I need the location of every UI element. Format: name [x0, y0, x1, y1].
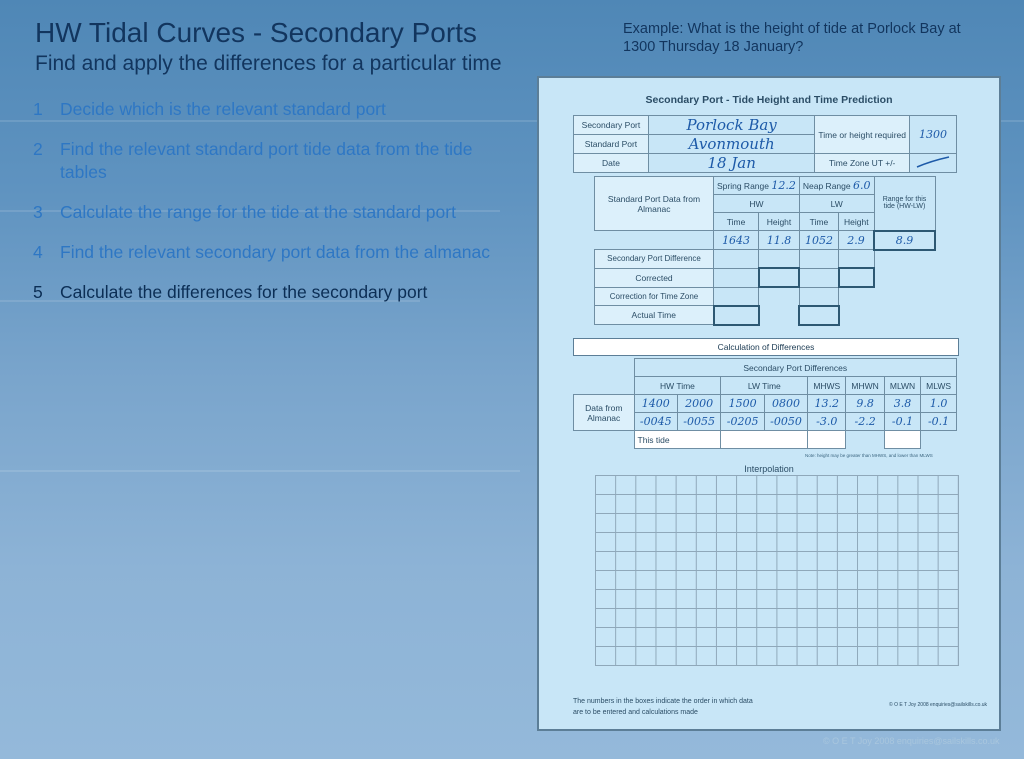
calculation-of-differences-bar: Calculation of Differences [573, 338, 959, 356]
diff-row2-cell: -2.2 [846, 413, 885, 431]
port-header-table [573, 115, 957, 173]
pen-stroke-icon [913, 155, 953, 169]
interpolation-label: Interpolation [744, 464, 794, 474]
diff-hw-time-heading: HW Time [634, 377, 721, 395]
lw-time-heading: Time [799, 213, 838, 231]
hw-time-value: 1643 [714, 231, 759, 250]
actual-time-label: Actual Time [595, 306, 714, 325]
mhws-heading: MHWS [808, 377, 846, 395]
standard-data-label: Standard Port Data from Almanac [595, 177, 714, 231]
example-question: Example: What is the height of tide at Porlock Bay at 1300 Thursday 18 January? [623, 21, 961, 55]
hw-time-heading: Time [714, 213, 759, 231]
standard-port-value: Avonmouth [648, 135, 815, 154]
diff-row2-cell: -0205 [721, 413, 764, 431]
almanac-data-label: Data from Almanac [574, 395, 635, 431]
neap-range-cell: Neap Range 6.0 [799, 177, 874, 195]
mlws-heading: MLWS [921, 377, 957, 395]
time-required-value: 1300 [910, 116, 957, 154]
differences-table [573, 358, 957, 449]
date-label: Date [574, 154, 649, 173]
step-5: 5 Calculate the differences for the secondary port [33, 282, 428, 302]
step-3: 3 Calculate the range for the tide at the standard port [33, 202, 456, 222]
range-value: 8.9 [874, 231, 935, 250]
secondary-port-label: Secondary Port [574, 116, 649, 135]
hw-height-value: 11.8 [759, 231, 800, 250]
timezone-value [910, 154, 957, 173]
mhwn-heading: MHWN [846, 377, 885, 395]
worksheet-footnote: The numbers in the boxes indicate the order in which data are to be entered and calculations made [573, 698, 753, 716]
interpolation-grid [595, 475, 959, 666]
spacer-cell [595, 231, 714, 250]
spring-range-value: 12.2 [771, 179, 796, 192]
step-1: 1 Decide which is the relevant standard port [33, 99, 386, 119]
hw-height-heading: Height [759, 213, 800, 231]
standard-port-label: Standard Port [574, 135, 649, 154]
range-label: Range for this tide (HW-LW) [874, 177, 935, 231]
worksheet-copyright: © O E T Joy 2008 enquiries@sailskills.co.uk [889, 702, 988, 708]
lw-time-value: 1052 [799, 231, 838, 250]
diff-row2-cell: -0045 [634, 413, 677, 431]
corrected-label: Corrected [595, 268, 714, 287]
slide-title: HW Tidal Curves - Secondary Ports [35, 17, 477, 48]
secondary-port-value: Porlock Bay [648, 116, 815, 135]
this-tide-label: This tide [634, 431, 721, 449]
date-value: 18 Jan [648, 154, 815, 173]
diff-row2-cell: -3.0 [808, 413, 846, 431]
secondary-diff-label: Secondary Port Difference [595, 250, 714, 269]
step-2: 2 Find the relevant standard port tide data from the tide tables [33, 139, 473, 182]
diff-row1-cell: 3.8 [884, 395, 920, 413]
timezone-label: Time Zone UT +/- [815, 154, 910, 173]
lw-heading: LW [799, 195, 874, 213]
slide-copyright: © O E T Joy 2008 enquiries@sailskills.co.uk [823, 736, 1000, 746]
this-tide-mhws-cell [808, 431, 846, 449]
differences-heading: Secondary Port Differences [634, 359, 957, 377]
this-tide-mlwn-cell [884, 431, 920, 449]
diff-row1-cell: 1500 [721, 395, 764, 413]
lw-height-heading: Height [839, 213, 874, 231]
diff-row1-cell: 0800 [764, 395, 807, 413]
diff-row1-cell: 1.0 [921, 395, 957, 413]
steps-list [33, 98, 523, 321]
slide-subtitle: Find and apply the differences for a particular time [35, 52, 502, 75]
diff-row2-cell: -0.1 [884, 413, 920, 431]
prediction-worksheet [537, 76, 1001, 731]
diff-row2-cell: -0055 [677, 413, 720, 431]
diff-row2-cell: -0050 [764, 413, 807, 431]
height-note: Note: height may be greater than MHWS, and lower than MLWS [805, 453, 933, 458]
step-4: 4 Find the relevant secondary port data from the almanac [33, 242, 490, 262]
diff-lw-time-heading: LW Time [721, 377, 808, 395]
spring-range-cell: Spring Range 12.2 [714, 177, 800, 195]
lw-height-value: 2.9 [839, 231, 874, 250]
diff-row1-cell: 1400 [634, 395, 677, 413]
this-tide-lw-cell [721, 431, 808, 449]
diff-row2-cell: -0.1 [921, 413, 957, 431]
worksheet-title: Secondary Port - Tide Height and Time Prediction [645, 94, 893, 106]
neap-range-value: 6.0 [852, 179, 871, 192]
mlwn-heading: MLWN [884, 377, 920, 395]
water-ripple [0, 470, 520, 472]
hw-heading: HW [714, 195, 800, 213]
standard-port-table [594, 176, 936, 326]
diff-row1-cell: 13.2 [808, 395, 846, 413]
correction-tz-label: Correction for Time Zone [595, 287, 714, 306]
time-required-label: Time or height required [815, 116, 910, 154]
diff-row1-cell: 2000 [677, 395, 720, 413]
diff-row1-cell: 9.8 [846, 395, 885, 413]
